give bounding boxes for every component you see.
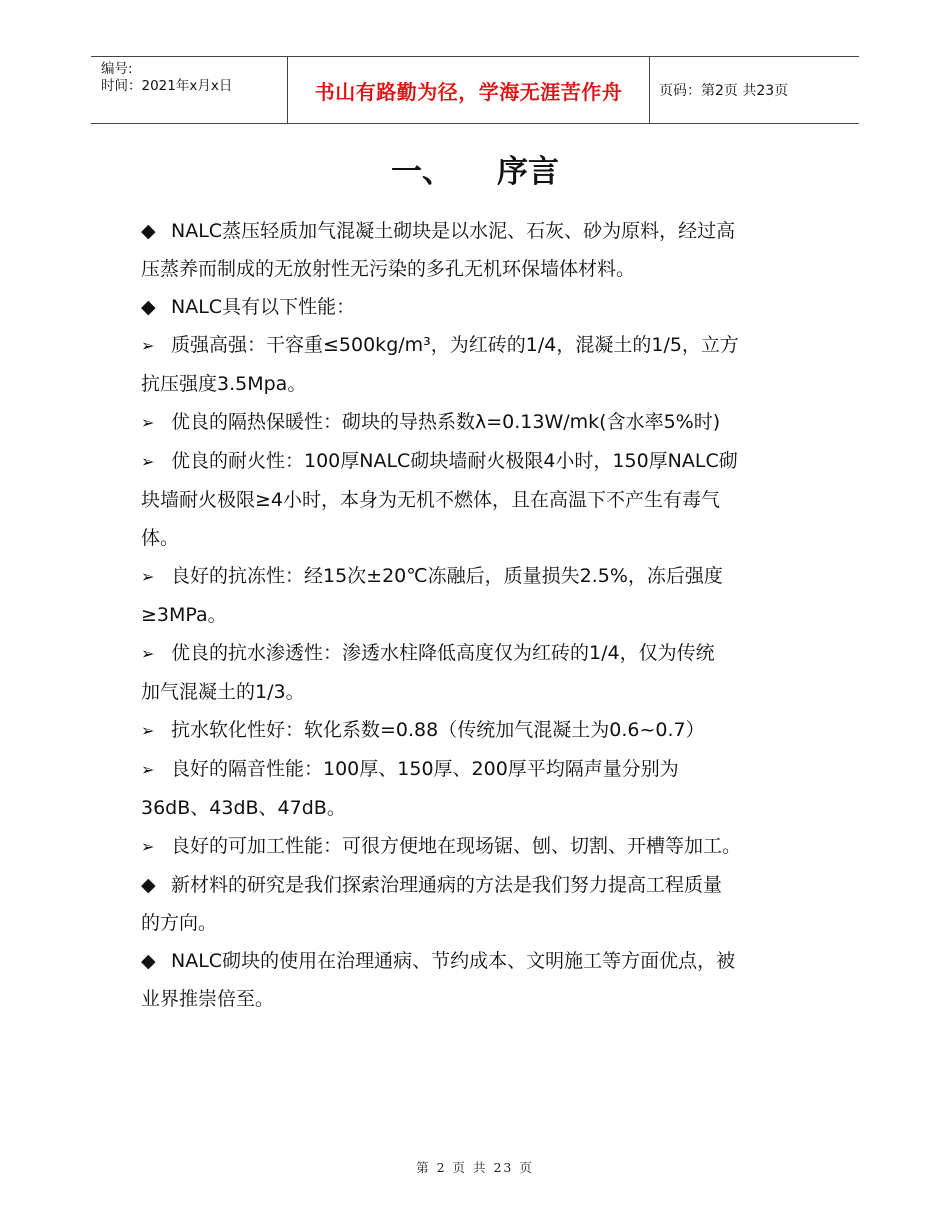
paragraph-line <box>141 250 831 288</box>
paragraph-line <box>141 942 831 980</box>
paragraph-text: 良好的隔音性能：100厚、150厚、200厚平均隔声量分别为 <box>171 758 679 780</box>
paragraph-text: 优良的耐火性：100厚NALC砌块墙耐火极限4小时，150厚NALC砌 <box>171 450 738 472</box>
diamond-bullet-icon: ◆ <box>141 296 156 318</box>
arrow-bullet-icon: ➢ <box>141 413 155 432</box>
paragraph-text: ≥3MPa。 <box>141 604 227 626</box>
paragraph-text: 的方向。 <box>141 912 218 934</box>
paragraph-text: 36dB、43dB、47dB。 <box>141 797 346 819</box>
document-body <box>141 212 831 1018</box>
paragraph-text: 良好的可加工性能：可很方便地在现场锯、刨、切割、开槽等加工。 <box>171 835 742 857</box>
paragraph-line <box>141 980 831 1018</box>
paragraph-line <box>141 596 831 634</box>
arrow-bullet-icon: ➢ <box>141 336 155 355</box>
arrow-bullet-icon: ➢ <box>141 721 155 740</box>
paragraph-text: 新材料的研究是我们探索治理通病的方法是我们努力提高工程质量 <box>171 874 723 896</box>
header-left-cell <box>91 57 287 123</box>
diamond-bullet-icon: ◆ <box>141 874 156 896</box>
paragraph-line <box>141 442 831 481</box>
arrow-bullet-icon: ➢ <box>141 760 155 779</box>
section-number: 一、 <box>391 154 453 190</box>
paragraph-text: 优良的隔热保暖性：砌块的导热系数λ=0.13W/mk(含水率5%时) <box>171 411 721 433</box>
paragraph-line <box>141 789 831 827</box>
paragraph-text: 体。 <box>141 527 180 549</box>
paragraph-text: 质强高强：干容重≤500kg/m³，为红砖的1/4，混凝土的1/5，立方 <box>171 334 739 356</box>
paragraph-line <box>141 711 831 750</box>
paragraph-text: 抗压强度3.5Mpa。 <box>141 373 307 395</box>
paragraph-text: 优良的抗水渗透性：渗透水柱降低高度仅为红砖的1/4，仅为传统 <box>171 642 715 664</box>
arrow-bullet-icon: ➢ <box>141 567 155 586</box>
paragraph-line <box>141 403 831 442</box>
paragraph-line <box>141 519 831 557</box>
paragraph-text: 加气混凝土的1/3。 <box>141 681 305 703</box>
paragraph-line <box>141 326 831 365</box>
page-footer: 第 2 页 共 23 页 <box>416 1160 534 1175</box>
paragraph-line <box>141 634 831 673</box>
paragraph-line <box>141 481 831 519</box>
arrow-bullet-icon: ➢ <box>141 452 155 471</box>
section-title <box>0 146 950 191</box>
diamond-bullet-icon: ◆ <box>141 950 156 972</box>
paragraph-line <box>141 866 831 904</box>
diamond-bullet-icon: ◆ <box>141 220 156 242</box>
paragraph-text: NALC蒸压轻质加气混凝土砌块是以水泥、石灰、砂为原料，经过高 <box>171 220 736 242</box>
paragraph-text: 块墙耐火极限≥4小时，本身为无机不燃体，且在高温下不产生有毒气 <box>141 489 721 511</box>
paragraph-line <box>141 557 831 596</box>
header-page-info: 页码：第2页 共23页 <box>659 83 789 99</box>
paragraph-line <box>141 904 831 942</box>
header-motto: 书山有路勤为径，学海无涯苦作舟 <box>287 57 650 123</box>
arrow-bullet-icon: ➢ <box>141 644 155 663</box>
paragraph-line <box>141 365 831 403</box>
paragraph-line <box>141 288 831 326</box>
document-number: 编号: <box>101 61 133 77</box>
paragraph-text: 良好的抗冻性：经15次±20℃冻融后，质量损失2.5%，冻后强度 <box>171 565 723 587</box>
paragraph-line <box>141 750 831 789</box>
paragraph-line <box>141 827 831 866</box>
arrow-bullet-icon: ➢ <box>141 837 155 856</box>
header-table <box>91 56 859 124</box>
paragraph-text: NALC砌块的使用在治理通病、节约成本、文明施工等方面优点，被 <box>171 950 736 972</box>
paragraph-text: 抗水软化性好：软化系数=0.88（传统加气混凝土为0.6~0.7） <box>171 719 705 741</box>
paragraph-line <box>141 673 831 711</box>
paragraph-text: NALC具有以下性能： <box>171 296 356 318</box>
section-title-text: 序言 <box>497 154 559 190</box>
paragraph-text: 压蒸养而制成的无放射性无污染的多孔无机环保墙体材料。 <box>141 258 636 280</box>
document-time: 时间：2021年x月x日 <box>101 78 233 94</box>
paragraph-line <box>141 212 831 250</box>
paragraph-text: 业界推崇倍至。 <box>141 988 275 1010</box>
